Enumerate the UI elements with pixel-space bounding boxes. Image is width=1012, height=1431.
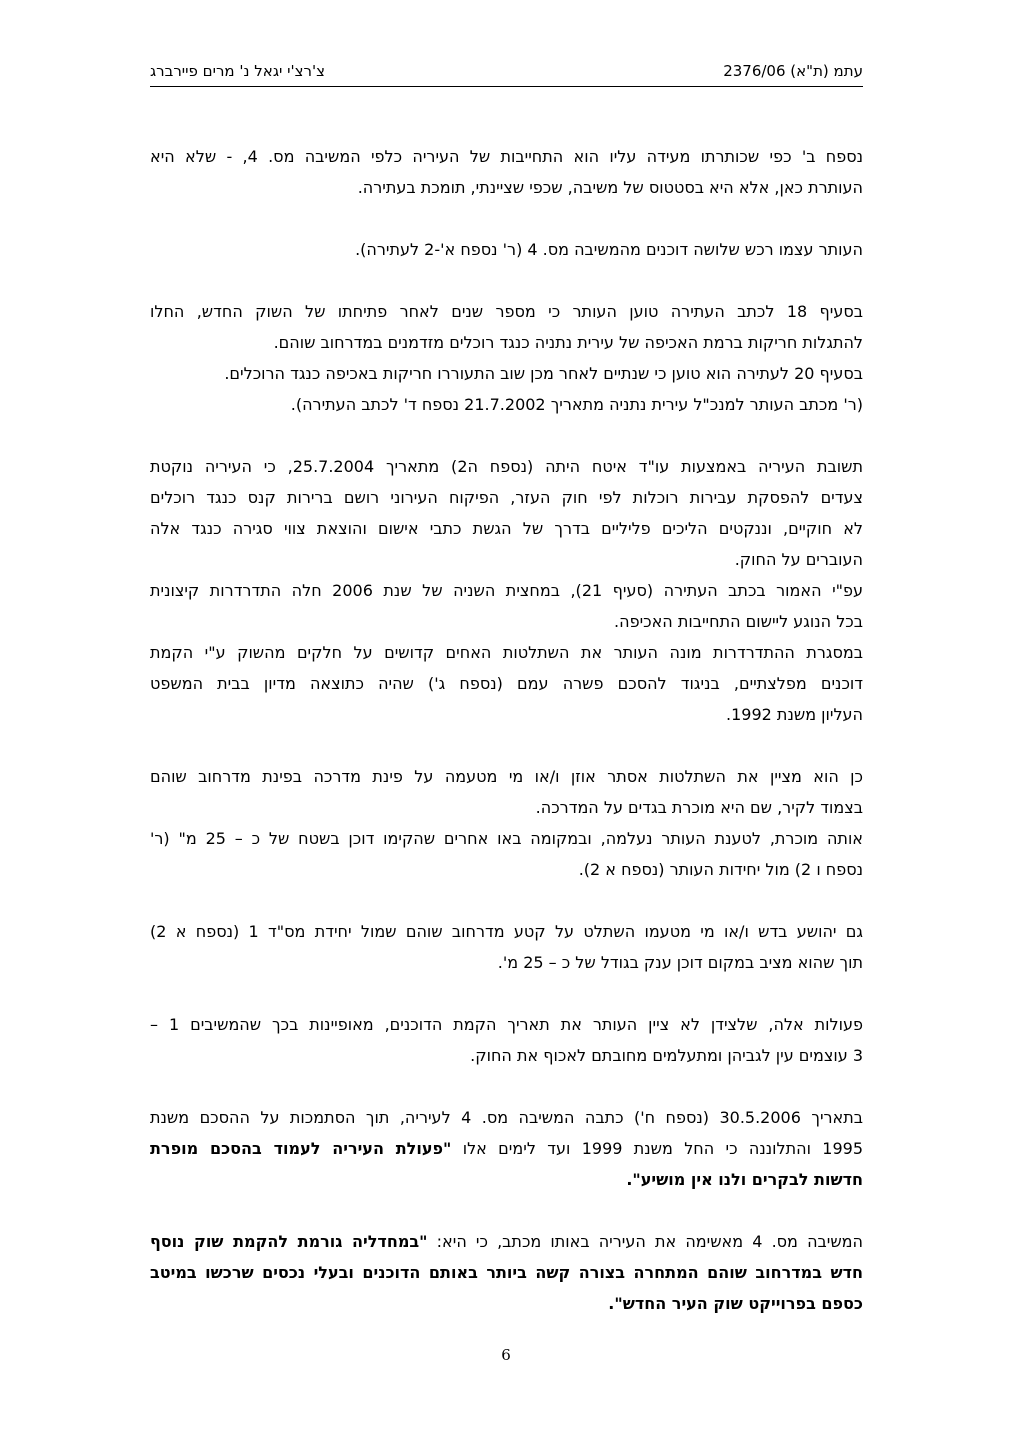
text-plain: 1995 והתלוננה כי החל משנת 1999 ועד לימים אלו	[451, 1139, 864, 1158]
paragraph-three-stalls	[150, 234, 863, 265]
paragraph-respondents-ignore	[150, 1009, 863, 1071]
text-line: בסעיף 20 לעתירה הוא טוען כי שנתיים לאחר מכן שוב התעוררו חריקות באכיפה כנגד הרוכלים.	[224, 364, 863, 383]
text-line: בתאריך 30.5.2006 (נספח ח') כתבה המשיבה מס. 4 לעיריה, תוך הסתמכות על ההסכם משנת	[150, 1108, 864, 1127]
header-case-title: צ'רצ'י יגאל נ' מרים פיירברג	[150, 62, 325, 80]
text-line: העותר עצמו רכש שלושה דוכנים מהמשיבה מס. 4 (ר' נספח א'-2 לעתירה).	[355, 240, 863, 259]
text-line: בסעיף 18 לכתב העתירה טוען העותר כי מספר שנים לאחר פתיחתו של השוק החדש, החלו	[150, 302, 863, 321]
quote-bold: חדשות לבקרים ולנו אין מושיע".	[626, 1170, 863, 1189]
text-line: בכל הנוגע ליישום התחייבות האכיפה.	[614, 612, 863, 631]
text-line: גם יהושע בדש ו/או מי מטעמו השתלט על קטע מדרחוב שוהם שמול יחידת מס"ד 1 (נספח א 2)	[150, 922, 864, 941]
text-line: צעדים להפסקת עבירות רוכלות לפי חוק העזר, הפיקוח העירוני רושם ברירות קנס כנגד רוכלים	[150, 488, 863, 507]
text-line	[150, 1257, 863, 1288]
quote-bold: חדש במדרחוב שוהם המתחרה בצורה קשה ביותר באותם הדוכנים ובעלי נכסים שרכשו במיטב	[150, 1263, 863, 1282]
text-line	[150, 1226, 863, 1257]
text-plain: המשיבה מס. 4 מאשימה את העיריה באותו מכתב, כי היא:	[427, 1232, 864, 1251]
header-divider	[150, 86, 863, 87]
text-line: במסגרת ההתדרדרות מונה העותר את השתלטות האחים קדושים על חלקים מהשוק ע"י הקמת	[150, 643, 863, 662]
text-line: לא חוקיים, וננקטים הליכים פליליים בדרך של הגשת כתבי אישום והוצאת צווי סגירה כנגד אלה	[150, 519, 863, 538]
text-line: להתגלות חריקות ברמת האכיפה של עירית נתניה כנגד רוכלים מזדמנים במדרחוב שוהם.	[273, 333, 863, 352]
text-line: נספח ו 2) מול יחידות העותר (נספח א 2).	[578, 860, 863, 879]
text-line: תוך שהוא מציב במקום דוכן ענק בגודל של כ – 25 מ'.	[497, 953, 863, 972]
text-line	[150, 1164, 863, 1195]
paragraph-respondent-4-accuses	[150, 1226, 863, 1319]
paragraph-yehoshua-badash	[150, 916, 863, 978]
header-case-number: עתמ (ת"א) 2376/06	[723, 62, 863, 80]
text-line: עפ"י האמור בכתב העתירה (סעיף 21), במחצית השניה של שנת 2006 חלה התדרדרות קיצונית	[150, 581, 864, 600]
text-line: העותרת כאן, אלא היא בסטטוס של משיבה, שכפי שציינתי, תומכת בעתירה.	[357, 178, 863, 197]
text-line: (ר' מכתב העותר למנכ"ל עירית נתניה מתאריך 21.7.2002 נספח ד' לכתב העתירה).	[290, 395, 863, 414]
text-line	[150, 1288, 863, 1319]
paragraph-appendix-b	[150, 141, 863, 203]
text-line: תשובת העיריה באמצעות עו"ד איטח היתה (נספח ה2) מתאריך 25.7.2004, כי העיריה נוקטת	[150, 457, 864, 476]
text-line: אותה מוכרת, לטענת העותר נעלמה, ובמקומה באו אחרים שהקימו דוכן בשטח של כ – 25 מ" (ר'	[150, 829, 863, 848]
paragraph-letter-30-5-2006	[150, 1102, 863, 1195]
quote-bold: "במחדליה גורמת להקמת שוק נוסף	[150, 1232, 428, 1251]
paragraph-sections-18-20	[150, 296, 863, 420]
text-line: העוברים על החוק.	[734, 550, 863, 569]
text-line: 3 עוצמים עין לגביהן ומתעלמים מחובתם לאכוף את החוק.	[470, 1046, 863, 1065]
quote-bold: "פעולת העיריה לעמוד בהסכם מופרת	[150, 1139, 452, 1158]
text-line: כן הוא מציין את השתלטות אסתר אוזן ו/או מי מטעמה על פינת מדרכה בפינת מדרחוב שוהם	[150, 767, 863, 786]
text-line: נספח ב' כפי שכותרתו מעידה עליו הוא התחייבות של העיריה כלפי המשיבה מס. 4, - שלא היא	[150, 147, 864, 166]
running-header	[150, 60, 863, 82]
text-line: בצמוד לקיר, שם היא מוכרת בגדים על המדרכה.	[535, 798, 863, 817]
quote-bold: כספם בפרוייקט שוק העיר החדש".	[608, 1294, 863, 1313]
document-body	[150, 141, 863, 1350]
text-line: דוכנים מפלצתיים, בניגוד להסכם פשרה עמם (נספח ג') שהיה כתוצאה מדיון בבית המשפט	[150, 674, 863, 693]
text-line: פעולות אלה, שלצידן לא ציין העותר את תאריך הקמת הדוכנים, מאופיינות בכך שהמשיבים 1 –	[150, 1015, 863, 1034]
text-line	[150, 1133, 863, 1164]
paragraph-municipality-response	[150, 451, 863, 730]
page-number: 6	[501, 1346, 511, 1364]
paragraph-esther-ozen	[150, 761, 863, 885]
text-line: העליון משנת 1992.	[726, 705, 863, 724]
